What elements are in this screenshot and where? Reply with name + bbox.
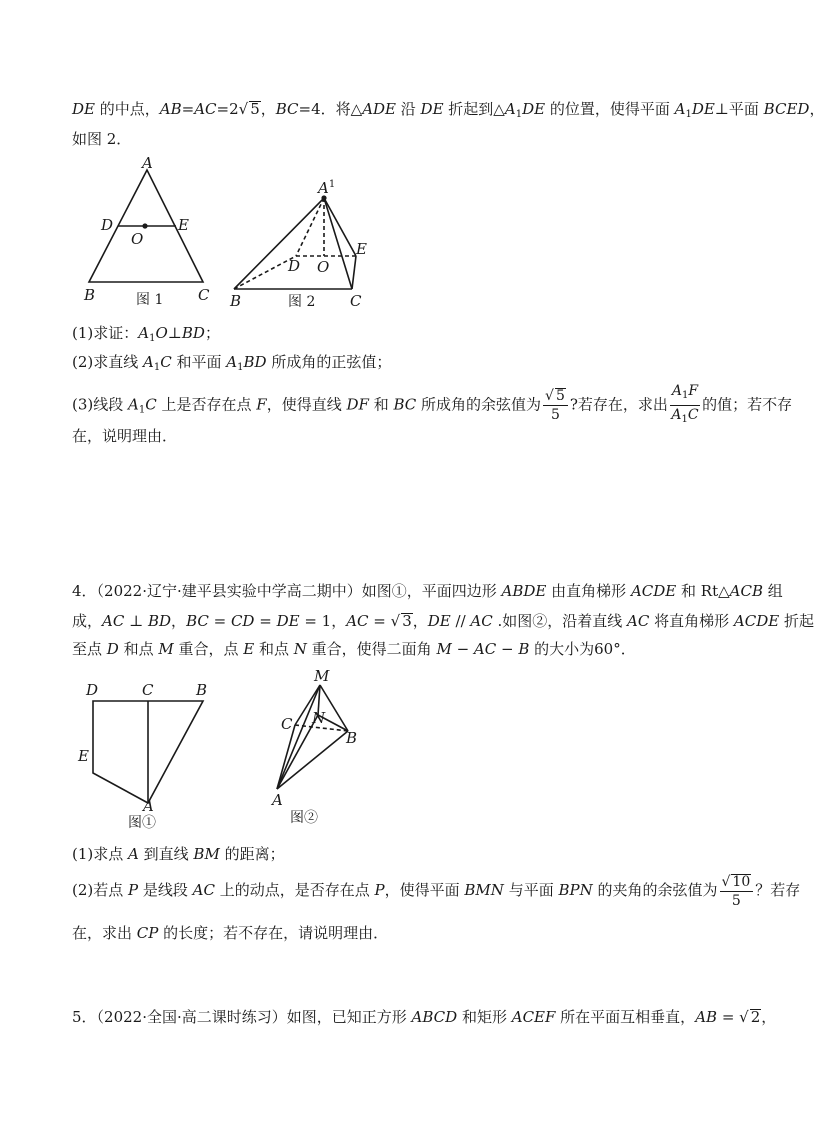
fig2-edge-a1d <box>296 198 324 256</box>
fig-b-label-m: M <box>314 667 330 685</box>
fig-b-label-n: N <box>312 709 326 727</box>
fig1-label-o: O <box>131 230 144 248</box>
p3-ratio-fraction: $\frac{A_1F}{A_1C}$ <box>671 383 699 425</box>
fig1-label-e: E <box>178 216 189 234</box>
fig1-label-a: A <box>142 154 153 172</box>
fig-a-label-e: E <box>78 747 89 765</box>
p3-figures <box>70 150 390 320</box>
fig-b-edge-am <box>277 685 320 789</box>
fig2-label-b: B <box>230 292 242 310</box>
fig-b-edge-ac <box>277 725 295 789</box>
fig-a-label-a: A <box>143 797 154 815</box>
fig2-label-e: E <box>356 240 367 258</box>
fig1-point-o <box>142 223 147 228</box>
p4-q2: (2)若点 P 是线段 AC 上的动点，是否存在点 P，使得平面 BMN 与平面 BPN 的夹角的余弦值为 $\frac{√ 10}{5}$ ？若存 <box>72 873 801 909</box>
fig2-edge-bd <box>234 256 296 289</box>
p4-figures <box>70 665 390 840</box>
fig2-label-c: C <box>350 292 362 310</box>
p3-cos-fraction: $\frac{√ 5}{5}$ <box>543 387 568 424</box>
p4-line1: 4．（2022·辽宁·建平县实验中学高二期中）如图①，平面四边形 ABDE 由直角梯形 ACDE 和 Rt△ACB 组 <box>72 582 783 600</box>
fig-a-label-b: B <box>196 681 208 699</box>
fig1-caption: 图 1 <box>136 292 164 308</box>
fig2-label-o: O <box>317 258 330 276</box>
fig1-label-c: C <box>198 286 210 304</box>
fig-b-edge-ab <box>277 731 348 789</box>
p4-cos-fraction: $\frac{√ 10}{5}$ <box>720 873 754 910</box>
fig1-label-d: D <box>101 216 114 234</box>
fig2-label-a1: $A^1$ <box>318 179 336 197</box>
p4-line2: 成，AC ⊥ BD，BC = CD = DE = 1，AC = √ 3，DE // AC .如图②，沿着直线 AC 将直角梯形 ACDE 折起 <box>72 612 814 630</box>
fig2-label-d: D <box>288 257 301 275</box>
fig-b-label-c: C <box>281 715 293 733</box>
p3-line1: DE 的中点，AB=AC=2√ 5，BC=4．将△ADE 沿 DE 折起到$\triangle A_1DE$ 的位置，使得平面 $A_1DE\perp$平面 BCED， <box>72 100 824 120</box>
p3-q1: (1)求证：$A_1O\perp BD$； <box>72 324 220 344</box>
fig-b-caption: 图② <box>290 810 318 826</box>
fig2-caption: 图 2 <box>288 294 316 310</box>
p3-line2: 如图 2． <box>72 130 132 148</box>
p3-q3-line2: 在，说明理由． <box>72 427 178 445</box>
fig-b-label-b: B <box>346 729 358 747</box>
p3-q2: (2)求直线 $A_1C$ 和平面 $A_1BD$ 所成角的正弦值； <box>72 353 392 373</box>
fig2-faces <box>234 198 352 289</box>
fig1-label-b: B <box>84 286 96 304</box>
fig2-edge-ec <box>352 256 356 289</box>
p4-q2-line2: 在，求出 CP 的长度；若不存在，请说明理由． <box>72 924 389 942</box>
fig-a-label-c: C <box>142 681 154 699</box>
fig-a-label-d: D <box>86 681 99 699</box>
fig-a-caption: 图① <box>128 815 156 831</box>
p4-line3: 至点 D 和点 M 重合，点 E 和点 N 重合，使得二面角 M − AC − B 的大小为60°． <box>72 640 636 658</box>
fig-b-label-a: A <box>272 791 283 809</box>
p5-line1: 5．（2022·全国·高二课时练习）如图，已知正方形 ABCD 和矩形 ACEF 所在平面互相垂直，AB = √ 2， <box>72 1008 777 1026</box>
p3-q3: (3)线段 $A_1C$ 上是否存在点 F，使得直线 DF 和 BC 所成角的余弦值为 $\frac{√ 5}{5}$ ?若存在，求出 $\frac{A_1F}{A_1C}$ 的值；若不存 <box>72 382 792 429</box>
p4-q1: (1)求点 A 到直线 BM 的距离； <box>72 845 285 863</box>
